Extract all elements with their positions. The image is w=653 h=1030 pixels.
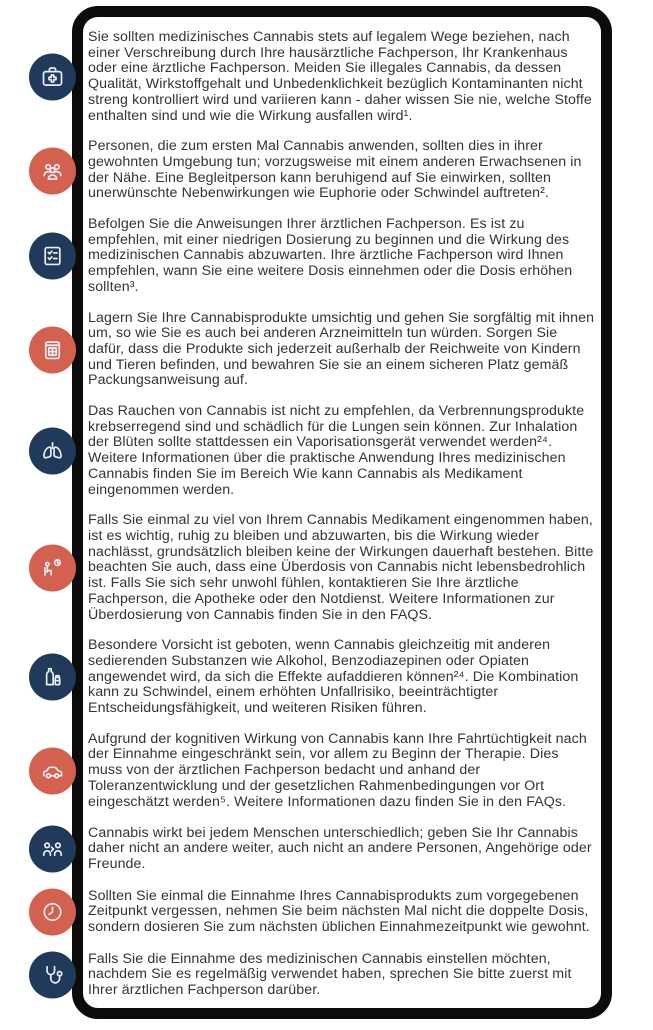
guideline-text: Das Rauchen von Cannabis ist nicht zu empfehlen, da Verbrennungsprodukte krebserregend sind und schädlich für die Lungen sein können. Zur Inhalation der Blüten sollte stattdessen ein Vaporisationsgerät verwendet werden²⁴. Weitere Informationen über die praktische Anwendung Ihres medizinischen Cannabis finden Sie im Bereich Wie kann Cannabis als Medikament eingenommen werden.: [88, 403, 585, 498]
guideline-text: Falls Sie die Einnahme des medizinischen Cannabis einstellen möchten, nachdem Sie es regelmäßig verwendet haben, sprechen Sie bitte zuerst mit Ihrer ärztlichen Fachperson darüber.: [88, 950, 572, 999]
guideline-item: [88, 732, 596, 811]
car-icon: [29, 747, 76, 794]
clock-icon: [29, 889, 76, 936]
guideline-item: [88, 888, 596, 936]
lungs-icon: [29, 428, 76, 475]
guideline-item: [88, 311, 596, 390]
guideline-text: Sie sollten medizinisches Cannabis stets auf legalem Wege beziehen, nach einer Verschreibung durch Ihre hausärztliche Fachperson, Ihr Krankenhaus oder eine ärztliche Fachperson. Meiden Sie illegales Cannabis, da dessen Qualität, Wirkstoffgehalt und Unbedenklichkeit bezüglich Kontaminanten nicht streng kontrolliert wird und variieren kann - daher wissen Sie nie, welche Stoffe enthalten sind und wie die Wirkung ausfallen wird¹.: [88, 29, 592, 124]
guideline-text: Befolgen Sie die Anweisungen Ihrer ärztlichen Fachperson. Es ist zu empfehlen, mit einer niedrigen Dosierung zu beginnen und die Wirkung des medizinischen Cannabis abzuwarten. Ihre ärztliche Fachperson wird Ihnen empfehlen, wann Sie eine weitere Dosis einnehmen oder die Dosis erhöhen sollten³.: [88, 216, 573, 295]
guideline-text: Aufgrund der kognitiven Wirkung von Cannabis kann Ihre Fahrtüchtigkeit nach der Einnahme eingeschränkt sein, vor allem zu Beginn der Therapie. Dies muss von der ärztlichen Fachperson bedacht und anhand der Toleranzentwicklung und der gesetzlichen Rahmenbedingungen vor Ort eingeschätzt werden⁵. Weitere Informationen dazu finden Sie in den FAQs.: [88, 730, 587, 810]
guideline-text: Cannabis wirkt bei jedem Menschen unterschiedlich; geben Sie Ihr Cannabis daher nicht an andere weiter, auch nicht an andere Personen, Angehörige oder Freunde.: [88, 824, 592, 873]
guideline-text: Besondere Vorsicht ist geboten, wenn Cannabis gleichzeitig mit anderen sedierenden Substanzen wie Alkohol, Benzodiazepinen oder Opiaten angewendet wird, da sich die Effekte aufaddieren können²⁴. Die Kombination kann zu Schwindel, einem erhöhten Unfallrisiko, beeinträchtigter Entscheidungsfähigkeit, und weiteren Risiken führen.: [88, 637, 579, 717]
guideline-text: Personen, die zum ersten Mal Cannabis anwenden, sollten dies in ihrer gewohnten Umgebung tun; vorzugsweise mit einem anderen Erwachsenen in der Nähe. Eine Begleitperson kann beruhigend auf Sie einwirken, sollten unerwünschte Nebenwirkungen wie Euphorie oder Schwindel auftreten².: [88, 138, 582, 202]
medicine-cabinet-icon: [29, 326, 76, 373]
guidelines-card: [72, 6, 612, 1019]
waiting-person-clock-icon: [29, 545, 76, 592]
guideline-item: [88, 951, 596, 999]
guideline-item: [88, 30, 596, 124]
people-group-icon: [29, 147, 76, 194]
first-aid-kit-icon: [29, 54, 76, 101]
guideline-item: [88, 404, 596, 498]
guideline-item: [88, 638, 596, 717]
guideline-item: [88, 217, 596, 296]
stethoscope-icon: [29, 952, 76, 999]
guideline-item: [88, 139, 596, 202]
no-sharing-people-icon: [29, 826, 76, 873]
bottles-alcohol-icon: [29, 654, 76, 701]
guideline-item: [88, 825, 596, 873]
guideline-text: Lagern Sie Ihre Cannabisprodukte umsichtig und gehen Sie sorgfältig mit ihnen um, so wie Sie es auch bei anderen Arzneimitteln tun würden. Sorgen Sie dafür, dass die Produkte sich jederzeit außerhalb der Reichweite von Kindern und Tieren befinden, und bewahren Sie sie an einem sicheren Platz gemäß Packungsanweisung auf.: [88, 309, 595, 389]
guideline-item: [88, 513, 596, 623]
guideline-text: Falls Sie einmal zu viel von Ihrem Cannabis Medikament eingenommen haben, ist es wichtig, ruhig zu bleiben und abzuwarten, bis die Wirkung wieder nachlässt, grundsätzlich bleiben keine der Wirkungen dauerhaft bestehen. Bitte beachten Sie auch, dass eine Überdosis von Cannabis nicht lebensbedrohlich ist. Falls Sie sich sehr unwohl fühlen, kontaktieren Sie Ihre ärztliche Fachperson, die Apotheke oder den Notdienst. Weitere Informationen zur Überdosierung von Cannabis finden Sie in den FAQS.: [88, 512, 594, 623]
guideline-text: Sollten Sie einmal die Einnahme Ihres Cannabisprodukts zum vorgegebenen Zeitpunkt vergessen, nehmen Sie beim nächsten Mal nicht die doppelte Dosis, sondern dosieren Sie zum nächsten üblichen Einnahmezeitpunkt wie gewohnt.: [88, 887, 590, 936]
checklist-icon: [29, 233, 76, 280]
